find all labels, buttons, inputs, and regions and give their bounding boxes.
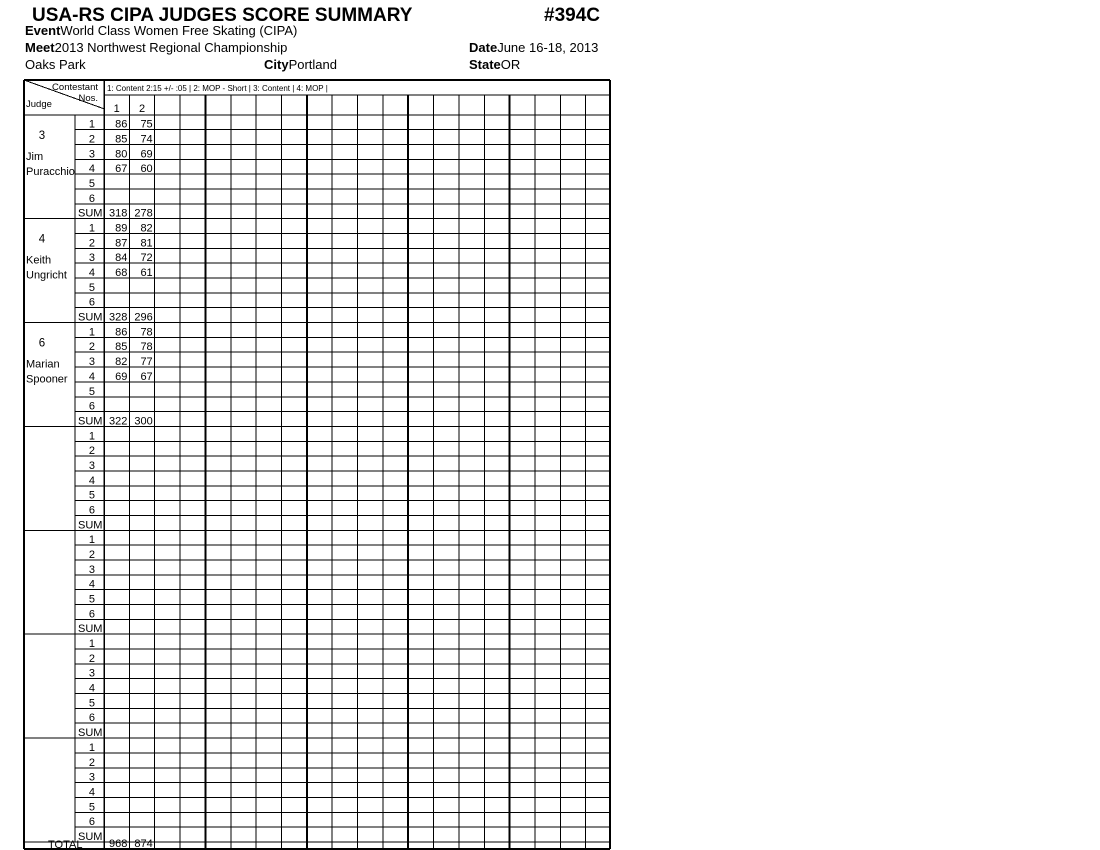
document-number: #394C bbox=[544, 5, 600, 26]
date-label: Date bbox=[469, 40, 498, 55]
row-number: 3 bbox=[88, 459, 95, 472]
row-number: 6 bbox=[88, 712, 95, 725]
row-number: 3 bbox=[88, 667, 95, 680]
state-value: OR bbox=[500, 57, 521, 72]
score-value: 77 bbox=[140, 356, 153, 369]
row-number: 4 bbox=[88, 682, 95, 695]
row-number: 2 bbox=[88, 652, 95, 665]
city-value: Portland bbox=[288, 57, 337, 72]
corner-nos-label: Nos. bbox=[78, 93, 98, 104]
event-label: Event bbox=[25, 23, 61, 38]
sum-label: SUM bbox=[78, 519, 103, 532]
corner-contestant-label: Contestant bbox=[52, 82, 98, 93]
row-number: 4 bbox=[88, 267, 95, 280]
judge-last-name: Spooner bbox=[26, 373, 68, 386]
row-number: 3 bbox=[88, 252, 95, 265]
row-number: 4 bbox=[88, 370, 95, 383]
row-number: 6 bbox=[88, 504, 95, 517]
score-value: 69 bbox=[115, 370, 128, 383]
row-number: 2 bbox=[88, 445, 95, 458]
city-label: City bbox=[264, 57, 289, 72]
judge-first-name: Marian bbox=[26, 358, 60, 371]
row-number: 2 bbox=[88, 341, 95, 354]
score-value: 85 bbox=[115, 341, 128, 354]
row-number: 4 bbox=[88, 578, 95, 591]
score-value: 89 bbox=[115, 222, 128, 235]
state-label: State bbox=[469, 57, 501, 72]
row-number: 5 bbox=[88, 385, 95, 398]
sum-value: 318 bbox=[108, 207, 128, 220]
score-value: 82 bbox=[115, 356, 128, 369]
score-value: 78 bbox=[140, 326, 153, 339]
score-value: 78 bbox=[140, 341, 153, 354]
score-value: 67 bbox=[115, 163, 128, 176]
sum-value: 328 bbox=[108, 311, 128, 324]
row-number: 5 bbox=[88, 593, 95, 606]
score-value: 60 bbox=[140, 163, 153, 176]
row-number: 4 bbox=[88, 474, 95, 487]
total-label: TOTAL bbox=[48, 839, 83, 850]
meet-value: 2013 Northwest Regional Championship bbox=[54, 40, 288, 55]
row-number: 6 bbox=[88, 400, 95, 413]
contestant-number: 2 bbox=[138, 102, 146, 115]
total-value: 968 bbox=[108, 838, 128, 850]
row-number: 2 bbox=[88, 133, 95, 146]
row-number: 1 bbox=[88, 222, 95, 235]
row-number: 5 bbox=[88, 489, 95, 502]
score-value: 80 bbox=[115, 148, 128, 161]
document-title: USA-RS CIPA JUDGES SCORE SUMMARY bbox=[32, 5, 413, 26]
judge-first-name: Jim bbox=[26, 150, 44, 163]
venue: Oaks Park bbox=[25, 57, 86, 72]
row-number: 1 bbox=[88, 741, 95, 754]
row-number: 2 bbox=[88, 756, 95, 769]
score-value: 86 bbox=[115, 118, 128, 131]
score-value: 84 bbox=[115, 252, 128, 265]
row-number: 3 bbox=[88, 563, 95, 576]
row-number: 4 bbox=[88, 786, 95, 799]
score-value: 61 bbox=[140, 267, 153, 280]
judge-number: 4 bbox=[38, 233, 46, 246]
sum-label: SUM bbox=[78, 207, 103, 220]
judge-number: 6 bbox=[38, 337, 46, 350]
corner-judge-label: Judge bbox=[26, 98, 52, 110]
score-value: 75 bbox=[140, 118, 153, 131]
row-number: 1 bbox=[88, 326, 95, 339]
date-value: June 16-18, 2013 bbox=[497, 40, 599, 55]
contestant-number: 1 bbox=[113, 102, 120, 115]
row-number: 6 bbox=[88, 608, 95, 621]
score-value: 68 bbox=[115, 267, 128, 280]
row-number: 6 bbox=[88, 192, 95, 205]
row-number: 1 bbox=[88, 118, 95, 131]
sum-value: 278 bbox=[134, 207, 153, 220]
row-number: 5 bbox=[88, 178, 95, 190]
row-number: 1 bbox=[88, 638, 95, 651]
sum-label: SUM bbox=[78, 311, 103, 324]
row-number: 6 bbox=[88, 296, 95, 309]
row-number: 3 bbox=[88, 771, 95, 784]
judge-first-name: Keith bbox=[26, 254, 52, 267]
sum-value: 296 bbox=[134, 311, 153, 324]
row-number: 6 bbox=[88, 816, 95, 829]
score-value: 72 bbox=[140, 252, 153, 265]
total-value: 874 bbox=[134, 838, 153, 850]
score-value: 85 bbox=[115, 133, 128, 146]
row-number: 4 bbox=[88, 163, 95, 176]
row-number: 3 bbox=[88, 148, 95, 161]
row-number: 3 bbox=[88, 356, 95, 369]
score-value: 74 bbox=[140, 133, 153, 146]
meet-label: Meet bbox=[25, 40, 55, 55]
sum-value: 300 bbox=[134, 415, 153, 428]
judge-number: 3 bbox=[38, 129, 46, 142]
row-number: 2 bbox=[88, 237, 95, 250]
score-value: 86 bbox=[115, 326, 128, 339]
score-value: 81 bbox=[140, 237, 153, 250]
judge-last-name: Ungricht bbox=[26, 269, 67, 282]
row-number: 5 bbox=[88, 697, 95, 710]
sum-label: SUM bbox=[78, 415, 103, 428]
row-number: 1 bbox=[88, 534, 95, 547]
column-legend: 1: Content 2:15 +/- :05 | 2: MOP - Short | 3: Content | 4: MOP | bbox=[107, 84, 328, 93]
sum-value: 322 bbox=[108, 415, 128, 428]
score-value: 67 bbox=[140, 370, 153, 383]
row-number: 5 bbox=[88, 801, 95, 814]
event-value: World Class Women Free Skating (CIPA) bbox=[60, 23, 298, 38]
score-value: 87 bbox=[115, 237, 128, 250]
row-number: 5 bbox=[88, 281, 95, 294]
score-value: 82 bbox=[140, 222, 153, 235]
judge-last-name: Puracchio bbox=[26, 165, 75, 178]
sum-label: SUM bbox=[78, 623, 103, 636]
row-number: 1 bbox=[88, 430, 95, 443]
sum-label: SUM bbox=[78, 727, 103, 740]
sum-label: SUM bbox=[78, 830, 103, 843]
score-value: 69 bbox=[140, 148, 153, 161]
row-number: 2 bbox=[88, 549, 95, 561]
